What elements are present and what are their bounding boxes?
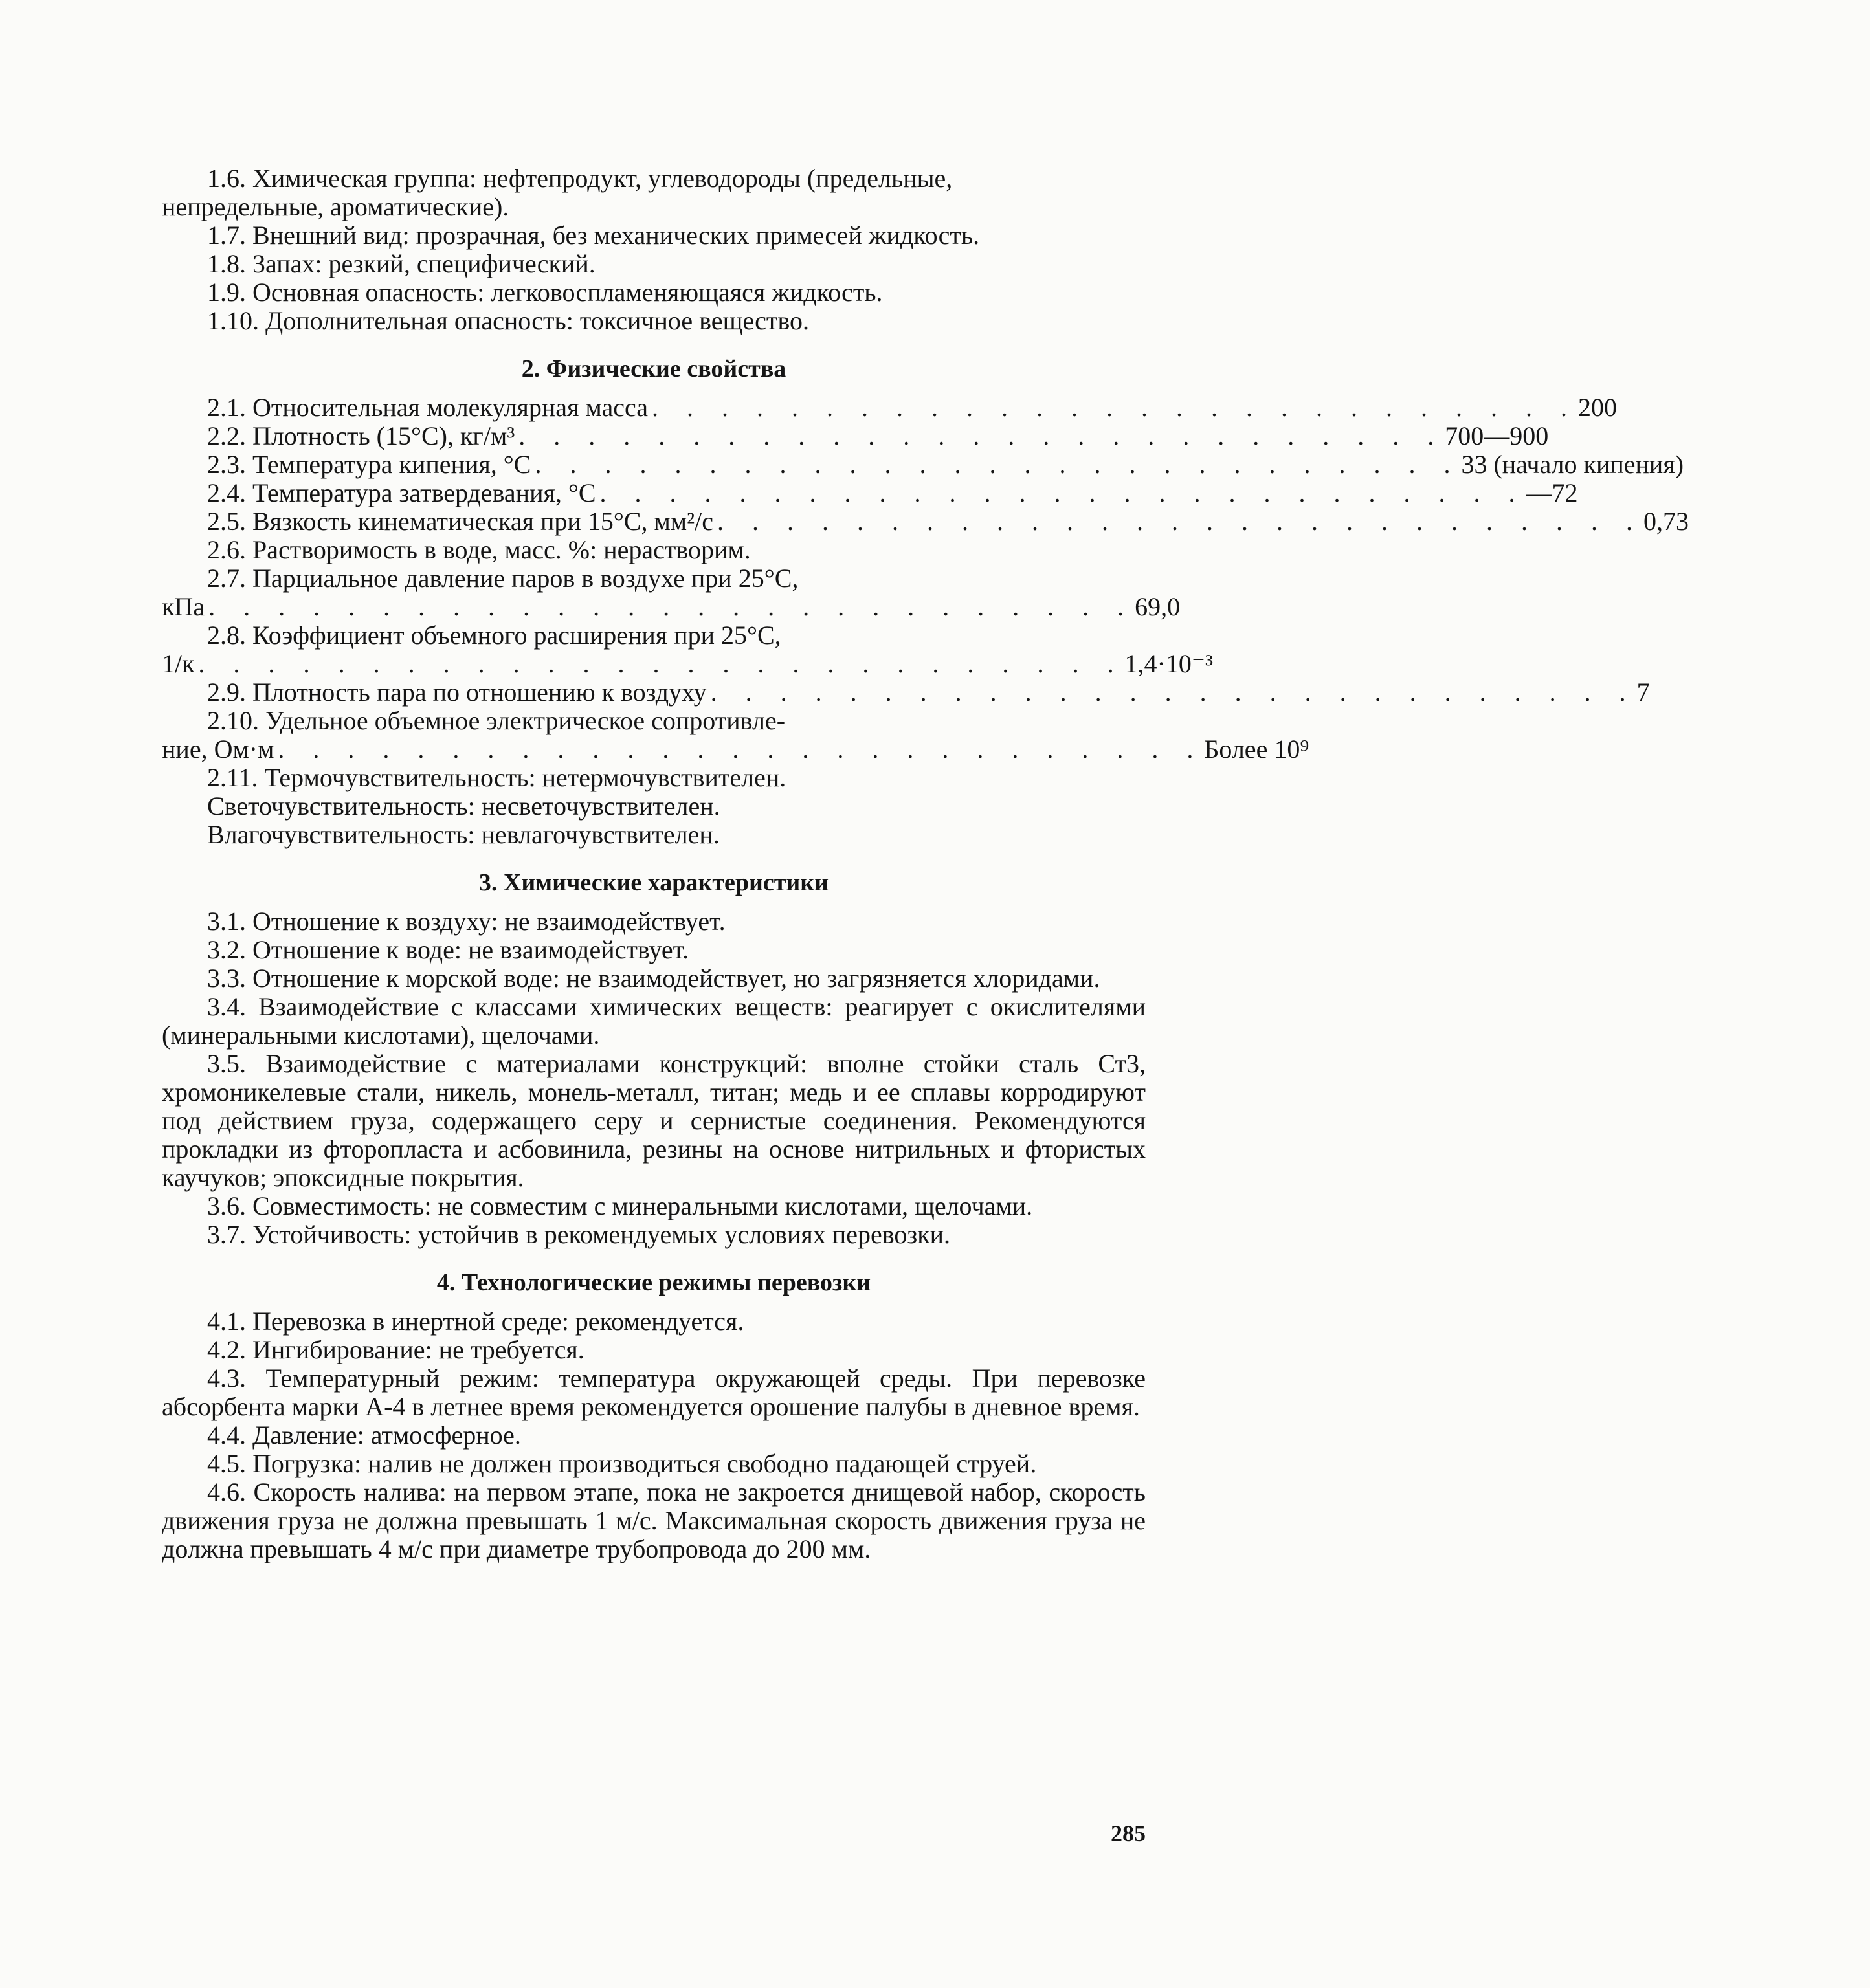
- item-2-10: 2.10. Удельное объемное электрическое сопротивле-: [207, 706, 786, 735]
- item-1-9: 1.9. Основная опасность: легковоспламеняющаяся жидкость.: [207, 278, 883, 307]
- prop-value: 200: [1578, 393, 1617, 422]
- item-3-7: 3.7. Устойчивость: устойчив в рекомендуемых условиях перевозки.: [207, 1220, 950, 1249]
- prop-row-2-7: [162, 592, 1181, 621]
- leader-dots: . . . . . . . . . . . . . . . . . . . . . . . . . . .: [717, 507, 1643, 536]
- prop-value: 0,73: [1643, 507, 1689, 536]
- prop-row-2-10: [162, 734, 1309, 764]
- leader-dots: . . . . . . . . . . . . . . . . . . . . . . . . . . .: [198, 649, 1125, 678]
- item-4-2: 4.2. Ингибирование: не требуется.: [207, 1335, 584, 1364]
- item-2-6: 2.6. Растворимость в воде, масс. %: нерастворим.: [207, 535, 751, 564]
- leader-dots: . . . . . . . . . . . . . . . . . . . . . . . . . . .: [710, 678, 1637, 707]
- item-2-11-light: Светочувствительность: несветочувствителен.: [207, 791, 720, 821]
- item-3-5: 3.5. Взаимодействие с материалами конструкций: вполне стойки сталь Ст3, хромоникелевые стали, никель, монель-металл, титан; медь и ее сплавы корродируют под действием груза, содержащего серу и сернистые соединения. Рекомендуются прокладки из фторопласта и асбовинила, резины на основе нитрильных и фтористых каучуков; эпоксидные покрытия.: [162, 1049, 1146, 1192]
- prop-label: 2.3. Температура кипения, °С: [207, 450, 531, 479]
- prop-row-2-5: [162, 507, 1689, 536]
- item-1-10: 1.10. Дополнительная опасность: токсичное вещество.: [207, 306, 809, 335]
- prop-row-2-4: [162, 478, 1578, 507]
- leader-dots: . . . . . . . . . . . . . . . . . . . . . . . . . . .: [652, 393, 1578, 422]
- prop-label: 1/к: [162, 649, 195, 678]
- section-heading-3: 3. Химические характеристики: [478, 869, 829, 896]
- leader-dots: . . . . . . . . . . . . . . . . . . . . . . . . . . .: [278, 734, 1205, 764]
- prop-row-2-9: [162, 678, 1650, 707]
- document-page: [162, 164, 1689, 1563]
- prop-row-2-3: [162, 450, 1684, 479]
- prop-value: 69,0: [1135, 592, 1181, 621]
- item-2-7: 2.7. Парциальное давление паров в воздухе при 25°С,: [207, 564, 799, 593]
- item-1-6b: непредельные, ароматические).: [162, 192, 509, 221]
- section-heading-2: 2. Физические свойства: [521, 355, 786, 382]
- prop-value: 700—900: [1445, 421, 1549, 450]
- prop-label: 2.2. Плотность (15°С), кг/м³: [207, 421, 515, 450]
- prop-value: 1,4·10⁻³: [1124, 649, 1213, 678]
- item-1-6a: 1.6. Химическая группа: нефтепродукт, углеводороды (предельные,: [207, 164, 953, 193]
- item-1-7: 1.7. Внешний вид: прозрачная, без механических примесей жидкость.: [207, 221, 980, 250]
- section-heading-4: 4. Технологические режимы перевозки: [436, 1269, 871, 1296]
- page-number: 285: [1111, 1820, 1146, 1846]
- item-4-4: 4.4. Давление: атмосферное.: [207, 1420, 521, 1450]
- prop-label: 2.1. Относительная молекулярная масса: [207, 393, 648, 422]
- prop-value: Более 10⁹: [1204, 734, 1309, 764]
- prop-label: ние, Ом·м: [162, 734, 274, 764]
- prop-value: 7: [1636, 678, 1650, 707]
- prop-row-2-2: [162, 421, 1549, 450]
- prop-label: кПа: [162, 592, 205, 621]
- prop-value: —72: [1526, 478, 1578, 507]
- item-3-3: 3.3. Отношение к морской воде: не взаимодействует, но загрязняется хлоридами.: [207, 964, 1100, 993]
- item-3-1: 3.1. Отношение к воздуху: не взаимодействует.: [207, 907, 726, 936]
- prop-value: 33 (начало кипения): [1461, 450, 1684, 479]
- item-1-8: 1.8. Запах: резкий, специфический.: [207, 249, 596, 278]
- leader-dots: . . . . . . . . . . . . . . . . . . . . . . . . . . .: [208, 592, 1135, 621]
- item-2-11-moisture: Влагочувствительность: невлагочувствителен.: [207, 820, 720, 849]
- prop-row-2-8: [162, 649, 1213, 678]
- leader-dots: . . . . . . . . . . . . . . . . . . . . . . . . . . .: [518, 421, 1445, 450]
- item-3-6: 3.6. Совместимость: не совместим с минеральными кислотами, щелочами.: [207, 1191, 1033, 1220]
- prop-label: 2.4. Температура затвердевания, °С: [207, 478, 596, 507]
- prop-label: 2.5. Вязкость кинематическая при 15°С, мм²/с: [207, 507, 713, 536]
- prop-row-2-1: [162, 393, 1617, 422]
- item-4-3: 4.3. Температурный режим: температура окружающей среды. При перевозке абсорбента марки А-4 в летнее время рекомендуется орошение палубы в дневное время.: [162, 1364, 1146, 1421]
- item-4-5: 4.5. Погрузка: налив не должен производиться свободно падающей струей.: [207, 1449, 1037, 1478]
- item-3-2: 3.2. Отношение к воде: не взаимодействует.: [207, 935, 689, 964]
- item-3-4: 3.4. Взаимодействие с классами химических веществ: реагирует с окислителями (минеральными кислотами), щелочами.: [162, 992, 1146, 1050]
- item-4-1: 4.1. Перевозка в инертной среде: рекомендуется.: [207, 1307, 744, 1336]
- item-4-6: 4.6. Скорость налива: на первом этапе, пока не закроется днищевой набор, скорость движения груза не должна превышать 1 м/с. Максимальная скорость движения груза не должна превышать 4 м/с при диаметре трубопровода до 200 мм.: [162, 1477, 1146, 1563]
- prop-label: 2.9. Плотность пара по отношению к воздуху: [207, 678, 707, 707]
- item-2-11: 2.11. Термочувствительность: нетермочувствителен.: [207, 763, 786, 792]
- leader-dots: . . . . . . . . . . . . . . . . . . . . . . . . . . .: [535, 450, 1462, 479]
- item-2-8: 2.8. Коэффициент объемного расширения при 25°С,: [207, 621, 781, 650]
- leader-dots: . . . . . . . . . . . . . . . . . . . . . . . . . . .: [599, 478, 1526, 507]
